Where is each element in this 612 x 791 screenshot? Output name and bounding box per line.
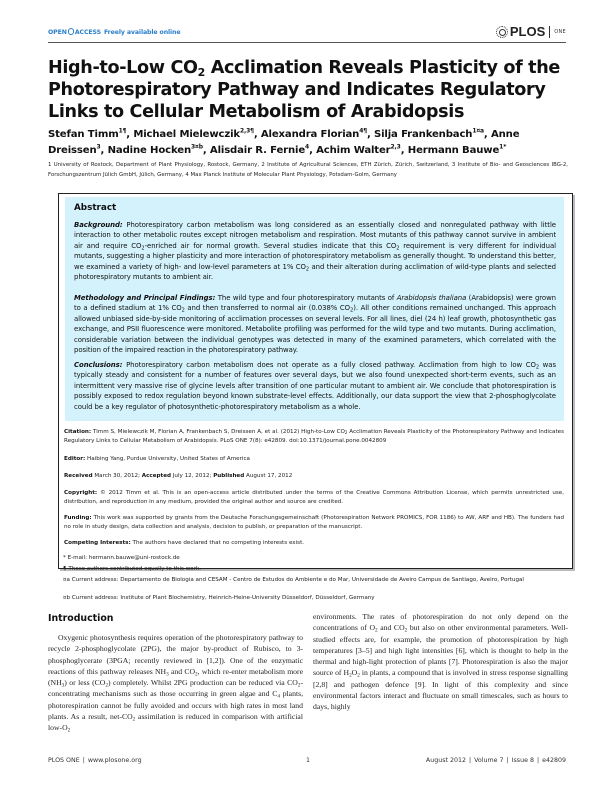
subscript: 3	[61, 682, 65, 689]
author-name: Alisdair R. Fernie	[209, 145, 306, 156]
journal-header	[48, 24, 566, 43]
author[interactable]	[374, 129, 484, 140]
plos-logo-text: PLOS	[509, 24, 546, 39]
author-name: Hermann Bauwe	[407, 145, 500, 156]
body-text: ) completely. Whilst 2PG production can be reduced via CO	[107, 678, 298, 688]
subscript: 2	[535, 364, 540, 371]
subscript: 2	[396, 245, 400, 252]
footer-journal: PLOS ONE	[48, 757, 80, 764]
footer-separator: |	[468, 757, 472, 764]
author-name: Silja Frankenbach	[374, 129, 473, 140]
citation	[64, 428, 564, 445]
article-title	[48, 57, 578, 123]
author-affiliation-marker: 1¤a	[472, 127, 484, 135]
title-subscript: 2	[197, 66, 205, 79]
email-note[interactable]: * E-mail: hermann.bauwe@uni-rostock.de	[63, 555, 180, 561]
received-label: Received	[64, 473, 93, 479]
equal-contribution-note: ¶ These authors contributed equally to this work.	[63, 566, 202, 572]
competing-text: The authors have declared that no competing interests exist.	[130, 540, 305, 546]
body-text: , which re-enter metabolism more (NH	[48, 666, 303, 688]
body-text: plants, photorespiration cannot be fully avoided and occurs with high rates in most land plants. As a result, net-CO	[48, 689, 303, 722]
subscript: 2	[181, 307, 185, 314]
open-access-label-right: ACCESS	[74, 29, 101, 36]
author[interactable]	[108, 145, 203, 156]
open-lock-icon	[68, 28, 74, 35]
subscript: 2	[132, 716, 136, 723]
subscript: 2	[141, 245, 145, 252]
footer-left	[48, 757, 142, 764]
subscript: 2	[350, 307, 354, 314]
footer-issue: Issue 8	[511, 757, 534, 764]
published-date: August 17, 2012	[244, 473, 293, 479]
plos-one-label: ONE	[554, 28, 566, 35]
body-text: and CO	[168, 666, 196, 676]
page-number: 1	[306, 757, 311, 764]
copyright-label: Copyright:	[64, 490, 98, 496]
open-access-banner[interactable]	[48, 28, 180, 36]
abstract-conclusions	[74, 360, 556, 412]
published-label: Published	[213, 473, 245, 479]
affiliations: 1 University of Rostock, Department of Plant Physiology, Rostock, Germany, 2 Institute of Agricultural Sciences, ETH Zürich, Zürich, Switzerland, 3 Institute of Bio- and Geosciences IBG-2, Forschungszentrum Jülich GmbH, Jülich, Germany, 4 Max Planck Institute of Molecular Plant Physiology, Potsdam-Golm, Germany	[48, 162, 568, 178]
methods-label: Methodology and Principal Findings:	[74, 294, 216, 302]
author-affiliation-marker: 2,3	[390, 143, 401, 151]
subscript: 2	[357, 672, 360, 679]
citation-text: Timm S, Mielewczik M, Florian A, Frankenbach S, Dreissen A, et al. (2012) High-to-Low CO	[91, 429, 345, 435]
title-text-1: High-to-Low CO	[48, 58, 198, 78]
editor-text: Haibing Yang, Purdue University, United States of America	[85, 456, 250, 462]
body-text: -concentrating mechanisms such as those occurring in green algae and C	[48, 678, 304, 699]
body-text: in plants, a compound that is involved in stress response signalling [2,8] and pathogen defence [9]. In light of this complexity and since environmental factors interact and fluctuate on small timescales, such as hours to days, highly	[313, 668, 568, 712]
author-name: Alexandra Florian	[260, 129, 360, 140]
abstract-frame	[58, 193, 573, 569]
abstract-background	[74, 220, 556, 282]
plos-one-logo[interactable]	[496, 24, 566, 39]
methods-text: and then transferred to normal air (0.038% CO	[184, 304, 351, 313]
address-note-a: ¤a Current address: Departamento de Biologia and CESAM - Centro de Estudos do Ambiente e do Mar, Universidade de Aveiro Campus de Santiago, Aveiro, Portugal	[63, 577, 524, 583]
author[interactable]	[48, 129, 126, 140]
freely-available-label: Freely available online	[103, 29, 181, 36]
accepted-label: Accepted	[141, 473, 171, 479]
author-list: Stefan Timm$^{1\P}$, Michael Mielewczik$^{2,3\P}$, Alexandra Florian$^{4\P}$, Silja Frankenbach$^{1¤a}$, Anne Dreissen$^3$, Nadine Hocken$^{3¤b}$, Alisdair R. Fernie$^4$, Achim Walter$^{2,3}$, Hermann Bauwe$^{1*}$	[48, 127, 520, 156]
editor	[64, 455, 564, 464]
subscript: 2	[349, 672, 352, 679]
author-affiliation-marker: 1¶	[118, 127, 127, 135]
subscript: 2	[195, 671, 198, 678]
author-affiliation-marker: 2,3¶	[239, 127, 254, 135]
author-name: Nadine Hocken	[107, 145, 191, 156]
conclusions-label: Conclusions:	[74, 361, 123, 369]
methods-text: ). All other conditions remained unchanged. This approach allowed unbiased side-by-side monitoring of acclimation processes on several levels. For all lines, diel (24 h) leaf growth, photosynthetic gas exchange, and PSII fluorescence were monitored. Metabolite profiling was performed for the wild type and two mutants. During acclimation, considerable variation between the individual genotypes was detected in many of the examined parameters, which correlated with the position of the impaired reaction in the photorespiratory pathway.	[74, 304, 556, 355]
footer-right	[426, 757, 566, 764]
plos-globe-icon	[496, 26, 508, 38]
footer-separator: |	[506, 757, 509, 764]
body-text: ) or less (CO	[64, 678, 106, 688]
body-text: environments. The rates of photorespiration do not only depend on the concentrations of O	[313, 612, 568, 633]
background-text: Photorespiratory carbon metabolism was long considered as an essentially closed and nonregulated pathway with little interaction to other metabolic routes except nitrogen metabolism and respiration. Most mutants of this pathway cannot survive in ambient air and require CO	[74, 221, 556, 250]
funding-label: Funding:	[64, 515, 92, 521]
competing-interests	[64, 539, 564, 548]
author[interactable]	[210, 145, 309, 156]
title-text-2: Acclimation Reveals Plasticity of the Photorespiratory Pathway and Indicates Regulatory Links to Cellular Metabolism of Arabidopsis	[48, 58, 560, 122]
footer-date: August 2012	[425, 757, 466, 764]
body-text: assimilation is reduced in comparison with artificial low-O	[48, 712, 303, 733]
methods-text: The wild type and four photorespiratory mutants of	[215, 294, 397, 302]
subscript: 2	[404, 627, 408, 634]
footer-separator: |	[82, 757, 85, 764]
author-affiliation-marker: 1*	[499, 143, 507, 151]
citation-doi-text[interactable]: Acclimation Reveals Plasticity of the Photorespiratory Pathway and Indicates Regulatory Links to Cellular Metabolism of Arabidopsis. PLoS ONE 7(8): e42809. doi:10.1371/journal.pone.0042809	[64, 429, 564, 444]
subscript: 2	[305, 266, 310, 273]
conclusions-text: was typically steady and consistent for a number of features over several days, but we also found unexpected short-term events, such as an intermittent very massive rise of glycine levels after transition of one particular mutant to ambient air. We conclude that photorespiration is possibly exposed to redox regulation beyond known substrate-level effects. Additionally, our data support the view that 2-phosphoglycolate could be a key regulator of photosynthetic-photorespiratory metabolism as a whole.	[74, 361, 556, 411]
address-note-b: ¤b Current address: Institute of Plant Biochemistry, Heinrich-Heine-University Düsseldorf, Düsseldorf, Germany	[63, 595, 375, 601]
footer-website-link[interactable]: www.plosone.org	[87, 757, 142, 764]
received-date: March 30, 2012;	[92, 473, 142, 479]
subscript: 2	[344, 430, 348, 435]
author-name: Stefan Timm	[48, 129, 119, 140]
abstract-panel	[65, 197, 564, 421]
author-name: Michael Mielewczik	[133, 129, 240, 140]
background-label: Background:	[74, 221, 123, 229]
subscript: 2	[105, 682, 108, 689]
author[interactable]	[133, 129, 253, 140]
species-name: Arabidopsis thaliana	[396, 294, 467, 302]
author[interactable]	[261, 129, 367, 140]
subscript: 2	[67, 727, 71, 734]
author-affiliation-marker: 4	[305, 143, 310, 151]
subscript: 4	[277, 693, 280, 700]
competing-label: Competing Interests:	[64, 540, 131, 546]
background-text: -enriched air for normal growth. Several studies indicate that this CO	[144, 241, 397, 250]
author[interactable]	[316, 145, 401, 156]
body-column-left	[48, 632, 303, 734]
author[interactable]	[408, 145, 506, 156]
methods-text: (Arabidopsis) were grown to a defined stadium at 1% CO	[74, 294, 556, 313]
author-name: Anne Dreissen	[48, 129, 520, 156]
abstract-heading: Abstract	[74, 203, 117, 213]
author-affiliation-marker: 4¶	[359, 127, 367, 135]
introduction-heading: Introduction	[48, 613, 114, 624]
subscript: 2	[297, 682, 301, 689]
dates	[64, 472, 564, 481]
footer-separator: |	[536, 757, 540, 764]
author-affiliation-marker: 3	[96, 143, 101, 151]
editor-label: Editor:	[64, 456, 86, 462]
copyright	[64, 489, 564, 506]
funding-text: This work was supported by grants from the Deutsche Forschungsgemeinschaft (Photorespiration Network PROMICS, FOR 1186) to AW, ARF and HB). The funders had no role in study design, data collection and analysis, decision to publish, or preparation of the manuscript.	[64, 515, 564, 530]
body-text: Oxygenic photosynthesis requires operation of the photorespiratory pathway to recycle 2-phosphoglycolate (2PG), the major by-product of Rubisco, to 3-phosphoglycerate (3PGA; recently reviewed in [1,2]). One of the enzymatic reactions of this pathway releases NH	[48, 633, 303, 676]
funding	[64, 514, 564, 531]
body-text: and CO	[377, 623, 405, 633]
abstract-methods	[74, 293, 556, 355]
background-text: requirement is very different for individual mutants, suggesting a higher plasticity and more interaction of photorespiratory metabolism as generally thought. To understand this better, we examined a variety of high- and low-level parameters at 1% CO	[74, 241, 556, 271]
body-text: O	[351, 668, 358, 678]
conclusions-text: Photorespiratory carbon metabolism does not operate as a fully closed pathway. Acclimation from high to low CO	[122, 361, 536, 369]
subscript: 2	[375, 627, 378, 634]
footer-article-id: e42809	[542, 757, 566, 764]
logo-divider	[549, 26, 550, 38]
author-affiliation-marker: 3¤b	[191, 143, 203, 151]
accepted-date: July 12, 2012;	[171, 473, 214, 479]
open-access-label-left: OPEN	[48, 29, 67, 36]
subscript: 3	[166, 671, 169, 678]
body-text: but also on other environmental parameters. Well-studied effects are, for example, the promotion of photorespiration by high temperatures [3–5] and high light intensities [6], which is thought to help in the thermal and high-light protection of plants [7]. Photorespiration is also the major source of H	[313, 623, 568, 678]
copyright-text: © 2012 Timm et al. This is an open-access article distributed under the terms of the Creative Commons Attribution License, which permits unrestricted use, distribution, and reproduction in any medium, provided the original author and source are credited.	[64, 490, 564, 505]
footer-volume: Volume 7	[474, 757, 504, 764]
body-column-right	[313, 611, 568, 713]
author-name: Achim Walter	[316, 145, 391, 156]
background-text: and their alteration during acclimation of wild-type plants and selected photorespiratory mutants to ambient air.	[74, 262, 556, 282]
citation-label: Citation:	[64, 429, 92, 435]
